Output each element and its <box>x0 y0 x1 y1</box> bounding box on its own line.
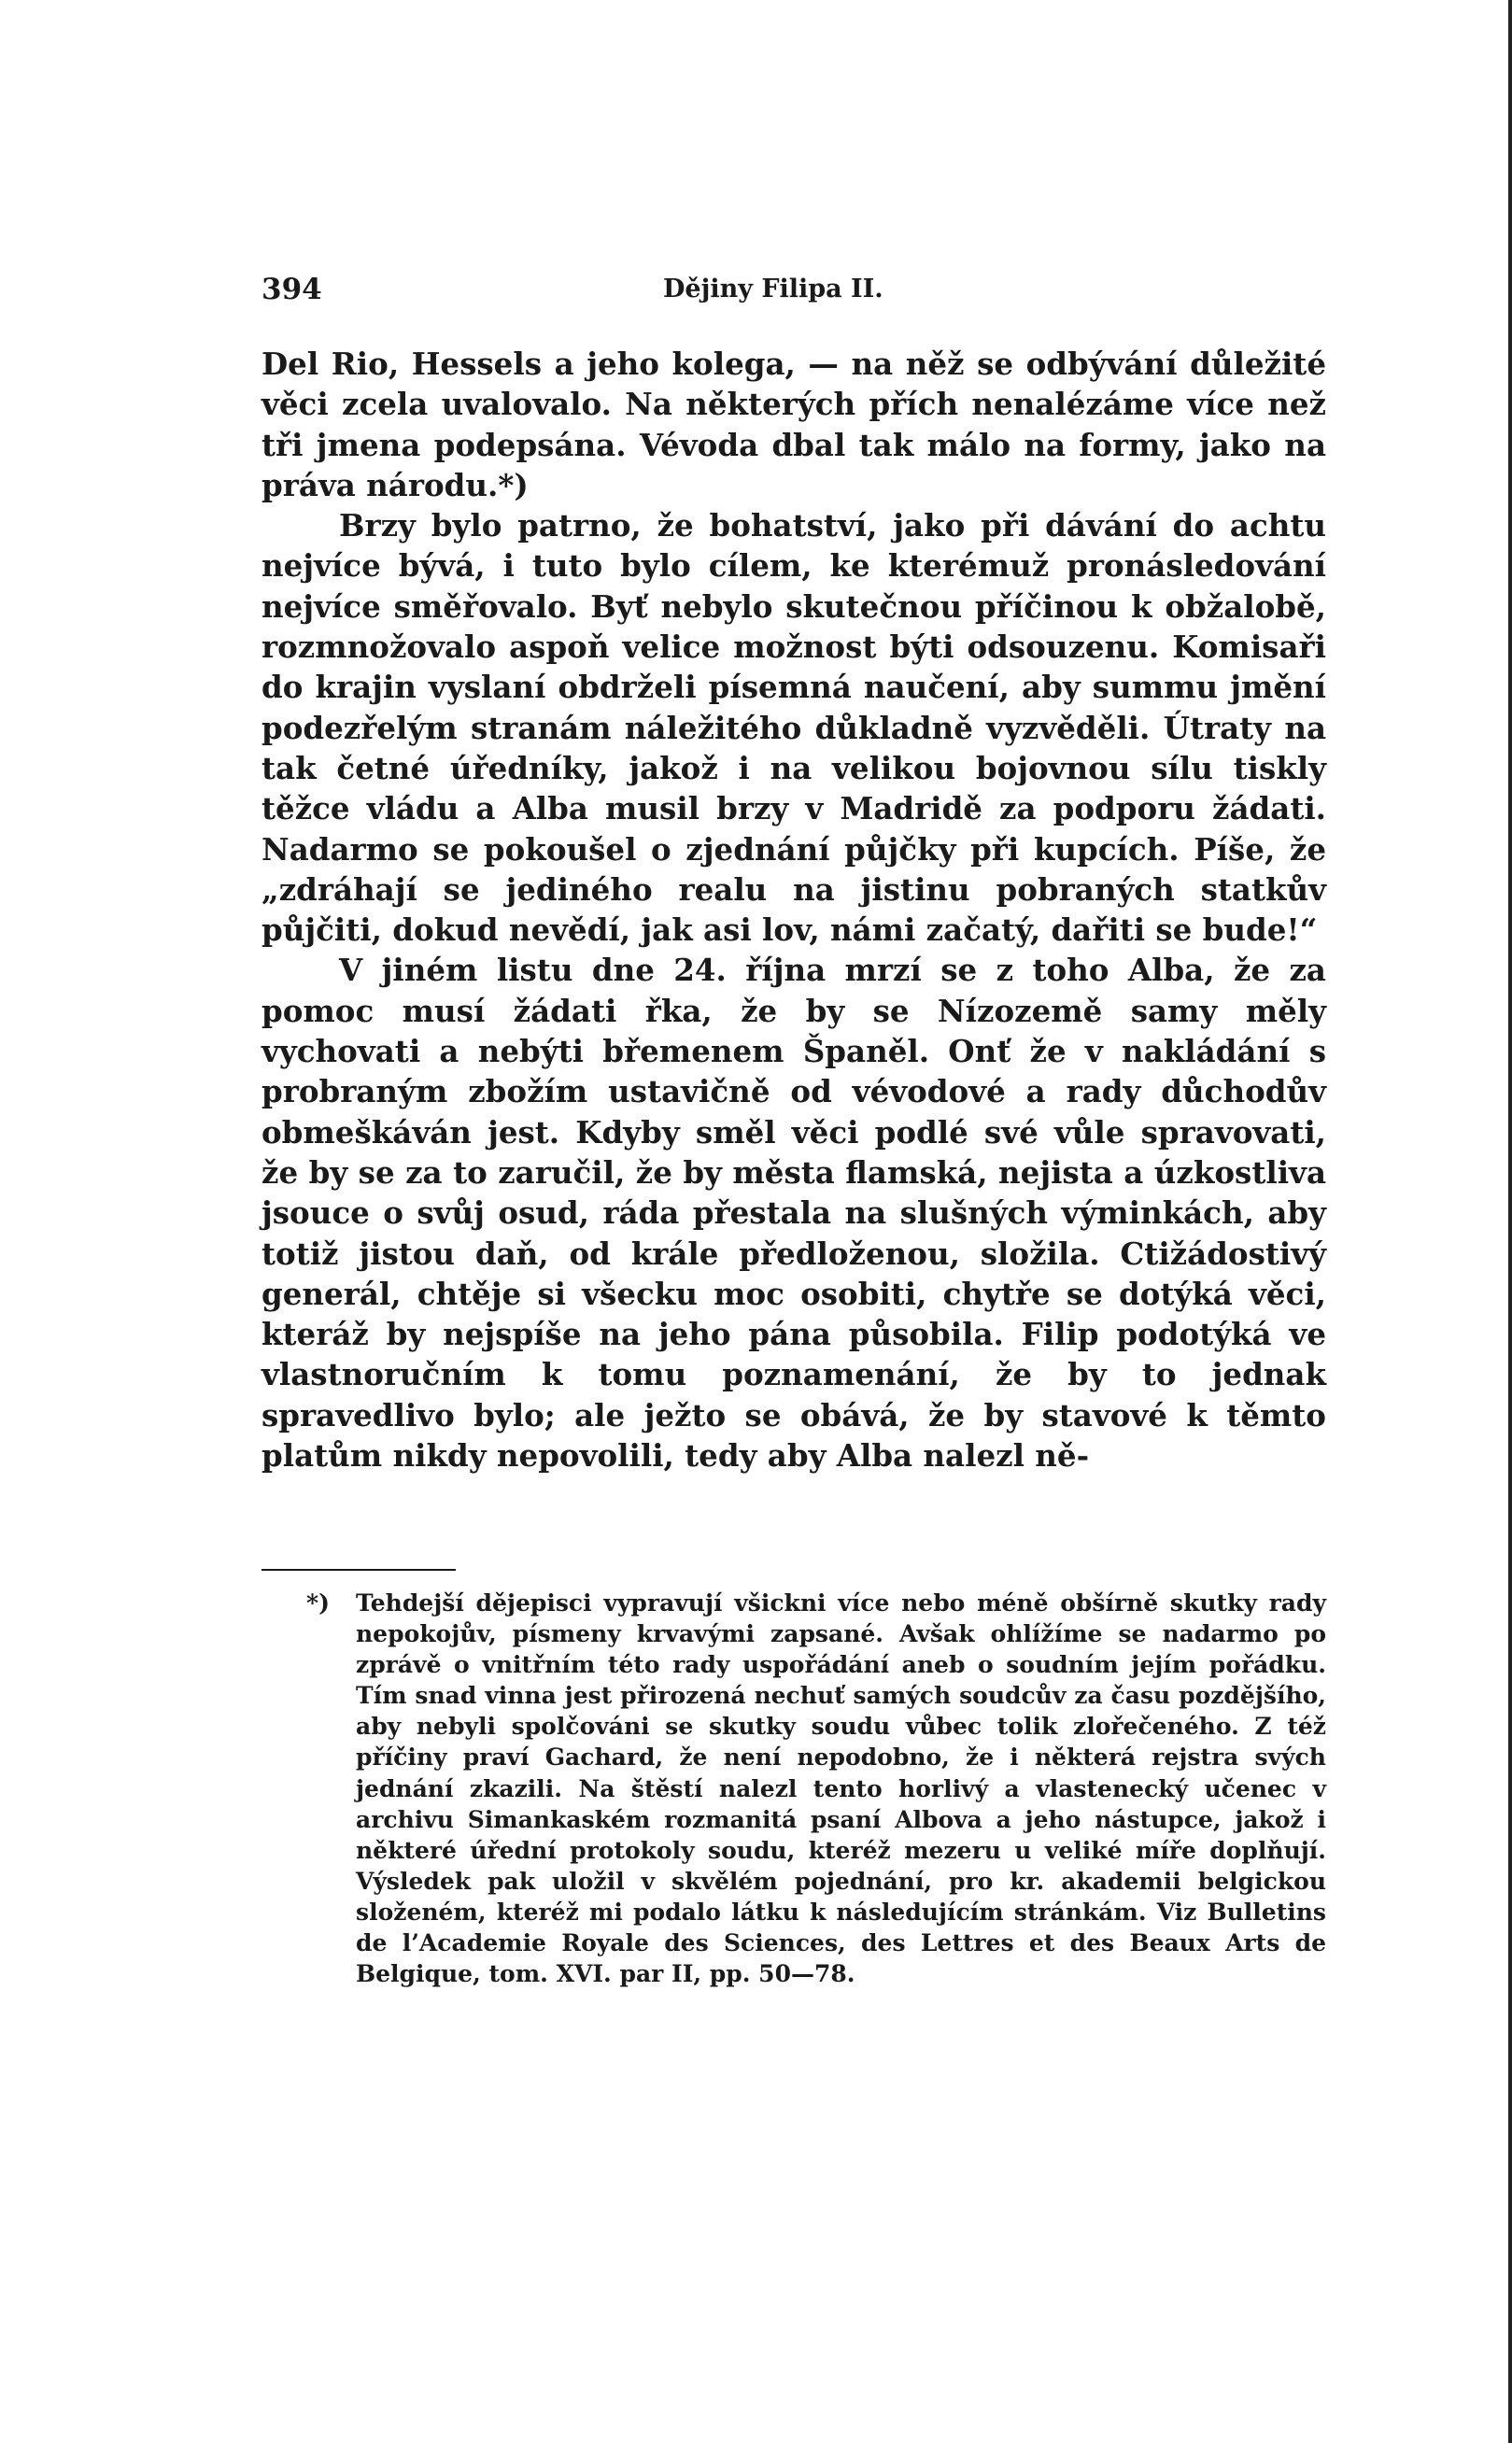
main-text <box>261 344 1326 1476</box>
paragraph: Brzy bylo patrno, že bohatství, jako při dávání do achtu nejvíce bývá, i tuto bylo cílem, ke kterémuž pronásledování nejvíce směřovalo. Byť nebylo skutečnou příčinou k obžalobě, rozmnožovalo aspoň velice možnost býti odsouzenu. Komisaři do krajin vyslaní obdrželi písemná naučení, aby summu jmění podezřelým stranám náležitého důkladně vyzvěděli. Útraty na tak četné úředníky, jakož i na velikou bojovnou sílu tiskly těžce vládu a Alba musil brzy v Madridě za podporu žádati. Nadarmo se pokoušel o zjednání půjčky při kupcích. Píše, že „zdráhají se jediného realu na jistinu pobraných statkův půjčiti, dokud nevědí, jak asi lov, námi začatý, dařiti se bude!“ <box>261 507 1326 949</box>
running-title: Dějiny Filipa II. <box>663 275 883 304</box>
paragraph: Del Rio, Hessels a jeho kolega, — na něž se odbývání důležité věci zcela uvalovalo. Na některých přích nenalézáme více než tři jmena podepsána. Vévoda dbal tak málo na formy, jako na práva národu.*) <box>261 346 1326 503</box>
page-header <box>261 271 1326 308</box>
footnote-divider <box>261 1569 456 1571</box>
page-number: 394 <box>261 273 322 306</box>
footnote-text: Tehdejší dějepisci vypravují všickni více nebo méně obšírně skutky rady nepokojův, písmeny krvavými zapsané. Avšak ohlížíme se nadarmo po zprávě o vnitřním této rady uspořádání aneb o soudním jejím pořádku. Tím snad vinna jest přirozená nechuť samých soudcův za času pozdějšího, aby nebyli spolčováni se skutky soudu vůbec tolik zlořečeného. Z též příčiny praví Gachard, že není nepodobno, že i některá rejstra svých jednání zkazili. Na štěstí nalezl tento horlivý a vlastenecký učenec v archivu Simankaském rozmanitá psaní Albova a jeho nástupce, jakož i některé úřední protokoly soudu, kteréž mezeru u veliké míře doplňují. Výsledek pak uložil v skvělém pojednání, pro kr. akademii belgickou složeném, kteréž mi podalo látku k následujícím stránkám. Viz Bulletins de l’Academie Royale des Sciences, des Lettres et des Beaux Arts de Belgique, tom. XVI. par II, pp. 50—78. <box>356 1589 1326 1988</box>
footnote <box>306 1588 1326 1989</box>
paragraph: V jiném listu dne 24. října mrzí se z toho Alba, že za pomoc musí žádati řka, že by se Nízozemě samy měly vychovati a nebýti břemenem Španěl. Onť že v nakládání s probraným zbožím ustavičně od vévodové a rady důchodův obmeškáván jest. Kdyby směl věci podlé své vůle spravovati, že by se za to zaručil, že by města flamská, nejista a úzkostliva jsouce o svůj osud, ráda přestala na slušných výminkách, aby totiž jistou daň, od krále předloženou, složila. Ctižádostivý generál, chtěje si všecku moc osobiti, chytře se dotýká věci, kteráž by nejspíše na jeho pána působila. Filip podotýká ve vlastnoručním k tomu poznamenání, že by to jednak spravedlivo bylo; ale ježto se obává, že by stavové k těmto platům nikdy nepovolili, tedy aby Alba nalezl ně- <box>261 952 1326 1475</box>
footnote-marker: *) <box>306 1589 330 1617</box>
page-spine-edge <box>1508 0 1512 2443</box>
